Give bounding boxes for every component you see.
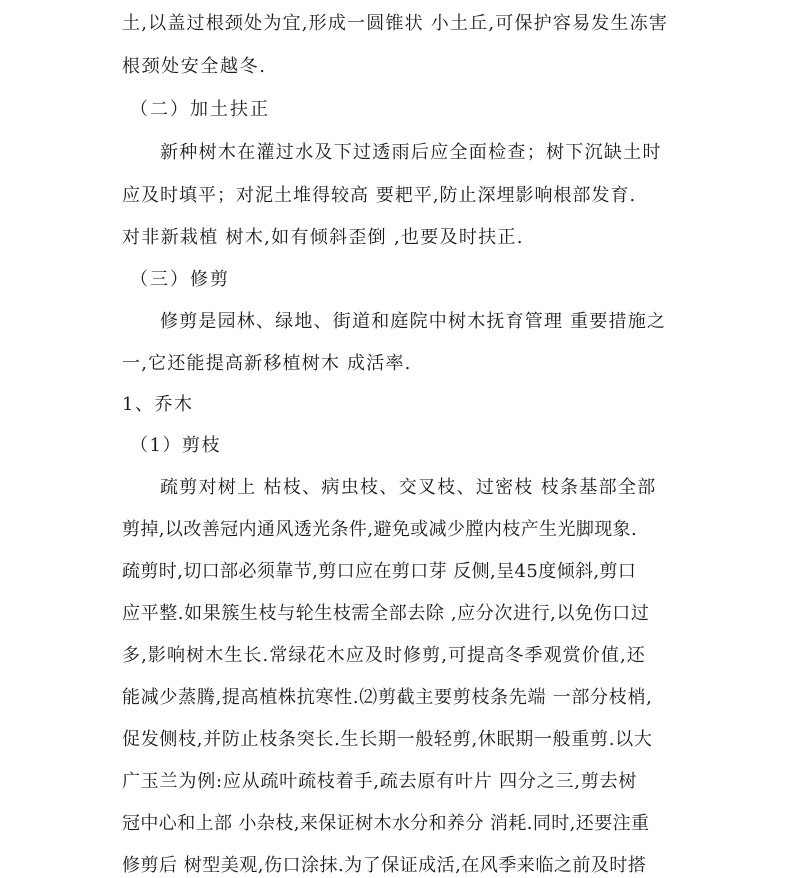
section-heading-2: （二）加土扶正: [130, 99, 270, 120]
text-line-5: 应及时填平；对泥土堆得较高 要耙平,防止深埋影响根部发育.: [122, 185, 637, 206]
text-line-21: 修剪后 树型美观,伤口涂抹.为了保证成活,在风季来临之前及时搭: [122, 855, 647, 876]
text-line-1: 土,以盖过根颈处为宜,形成一圆锥状 小土丘,可保护容易发生冻害: [122, 13, 669, 34]
text-line-18: 促发侧枝,并防止枝条突长.生长期一般轻剪,休眠期一般重剪.以大: [122, 729, 653, 750]
text-line-4: 新种树木在灌过水及下过透雨后应全面检查；树下沉缺土时: [160, 142, 662, 163]
text-line-16: 多,影响树木生长.常绿花木应及时修剪,可提高冬季观赏价值,还: [122, 645, 646, 666]
text-line-13: 剪掉,以改善冠内通风透光条件,避免或减少膛内枝产生光脚现象.: [122, 519, 638, 540]
text-line-6: 对非新栽植 树木,如有倾斜歪倒 ,也要及时扶正.: [122, 227, 524, 248]
text-line-12: 疏剪对树上 枯枝、病虫枝、交叉枝、过密枝 枝条基部全部: [160, 477, 657, 498]
subsection-heading-1: 1、乔木: [122, 394, 194, 415]
text-line-17: 能减少蒸腾,提高植株抗寒性.⑵剪截主要剪枝条先端 一部分枝梢,: [122, 687, 653, 708]
text-line-9: 一,它还能提高新移植树木 成活率.: [122, 353, 412, 374]
text-line-8: 修剪是园林、绿地、街道和庭院中树木抚育管理 重要措施之: [160, 311, 667, 332]
text-line-19: 广玉兰为例:应从疏叶疏枝着手,疏去原有叶片 四分之三,剪去树: [122, 771, 638, 792]
text-line-20: 冠中心和上部 小杂枝,来保证树木水分和养分 消耗.同时,还要注重: [122, 813, 650, 834]
text-line-14: 疏剪时,切口部必须靠节,剪口应在剪口芽 反侧,呈45度倾斜,剪口: [122, 561, 637, 582]
subsection-heading-1-1: （1）剪枝: [130, 435, 221, 456]
section-heading-3: （三）修剪: [130, 269, 230, 290]
text-line-2: 根颈处安全越冬.: [122, 56, 267, 77]
text-line-15: 应平整.如果簇生枝与轮生枝需全部去除 ,应分次进行,以免伤口过: [122, 603, 650, 624]
